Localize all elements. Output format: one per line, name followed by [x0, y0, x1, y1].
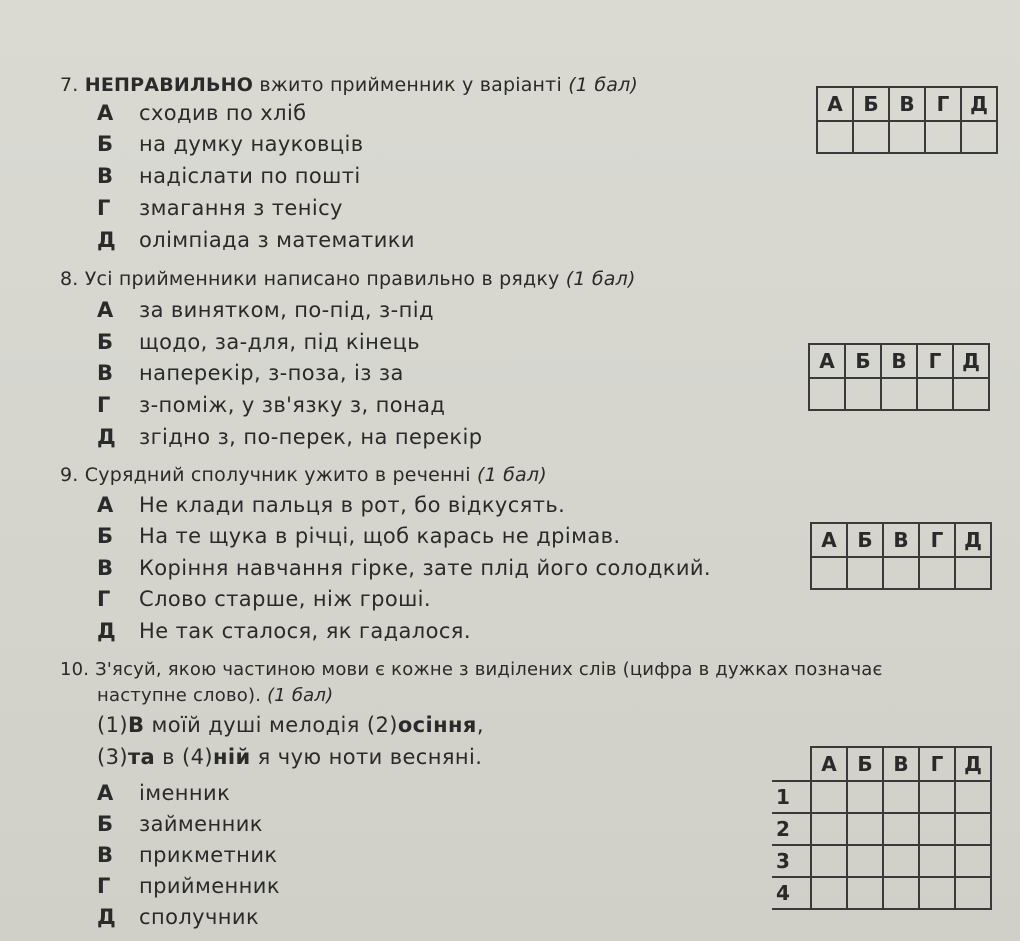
answer-cell[interactable] [955, 845, 991, 877]
answer-cell[interactable] [845, 378, 881, 410]
grid-header-e: Д [955, 747, 991, 781]
emphasis-word: НЕПРАВИЛЬНО [84, 74, 254, 96]
answer-cell[interactable] [919, 813, 955, 845]
grid-header-e: Д [955, 523, 991, 557]
question-10-prompt [60, 659, 883, 680]
answer-cell[interactable] [847, 877, 883, 909]
highlighted-word-3: та [127, 745, 156, 769]
answer-grid-q7 [816, 86, 998, 154]
prompt-text: вжито прийменник у варіанті [259, 74, 562, 96]
grid-row-label: 4 [772, 877, 811, 909]
answer-cell[interactable] [961, 121, 997, 153]
answer-cell[interactable] [817, 121, 853, 153]
prompt-text: З'ясуй, якою частиною мови є кожне з виділених слів (цифра в дужках позначає [95, 659, 883, 680]
answer-cell[interactable] [883, 813, 919, 845]
grid-header-a: А [811, 523, 847, 557]
grid-header-a: А [817, 87, 853, 121]
answer-cell[interactable] [955, 813, 991, 845]
answer-cell[interactable] [811, 781, 847, 813]
grid-header-c: В [883, 747, 919, 781]
question-7-prompt [60, 74, 638, 96]
answer-cell[interactable] [953, 378, 989, 410]
grid-header-c: В [883, 523, 919, 557]
answer-cell[interactable] [955, 557, 991, 589]
grid-header-b: Б [853, 87, 889, 121]
grid-row-label: 1 [772, 781, 811, 813]
prompt-text: Сурядний сполучник ужито в реченні [84, 464, 471, 486]
answer-cell[interactable] [955, 781, 991, 813]
answer-cell[interactable] [955, 877, 991, 909]
answer-cell[interactable] [889, 121, 925, 153]
answer-cell[interactable] [883, 781, 919, 813]
points-label: (1 бал) [568, 74, 639, 96]
answer-cell[interactable] [883, 877, 919, 909]
highlighted-word-2: осіння [397, 713, 477, 737]
answer-cell[interactable] [883, 845, 919, 877]
grid-header-c: В [881, 344, 917, 378]
question-number: 9. [60, 464, 79, 486]
highlighted-word-4: ній [212, 745, 251, 769]
answer-cell[interactable] [883, 557, 919, 589]
grid-header-d: Г [925, 87, 961, 121]
grid-header-e: Д [953, 344, 989, 378]
grid-header-d: Г [917, 344, 953, 378]
answer-cell[interactable] [847, 845, 883, 877]
sentence-line-1: (1)В моїй душі мелодія (2)осіння, [97, 713, 484, 737]
prompt-text: Усі прийменники написано правильно в рядку [84, 268, 560, 290]
grid-header-d: Г [919, 747, 955, 781]
prompt-text: наступне слово). [97, 685, 262, 706]
points-label: (1 бал) [477, 464, 547, 486]
answer-cell[interactable] [847, 813, 883, 845]
answer-cell[interactable] [811, 845, 847, 877]
grid-header-a: А [811, 747, 847, 781]
grid-header-c: В [889, 87, 925, 121]
question-10-prompt-cont [97, 685, 333, 706]
question-number: 8. [60, 268, 79, 290]
grid-row-label: 2 [772, 813, 811, 845]
answer-cell[interactable] [925, 121, 961, 153]
answer-cell[interactable] [847, 781, 883, 813]
answer-cell[interactable] [919, 557, 955, 589]
answer-grid-q10 [772, 746, 992, 910]
answer-cell[interactable] [881, 378, 917, 410]
question-8-prompt [60, 268, 636, 290]
question-9-prompt [60, 464, 547, 486]
highlighted-word-1: В [127, 713, 145, 737]
grid-header-d: Г [919, 523, 955, 557]
grid-header-b: Б [847, 523, 883, 557]
grid-header-e: Д [961, 87, 997, 121]
answer-grid-q8 [808, 343, 990, 411]
answer-cell[interactable] [847, 557, 883, 589]
grid-header-a: А [809, 344, 845, 378]
points-label: (1 бал) [267, 685, 334, 706]
points-label: (1 бал) [565, 268, 636, 290]
question-number: 10. [60, 659, 90, 680]
sentence-line-2: (3)та в (4)ній я чую ноти весняні. [97, 745, 483, 769]
answer-cell[interactable] [811, 877, 847, 909]
grid-header-b: Б [847, 747, 883, 781]
question-number: 7. [60, 74, 79, 96]
answer-cell[interactable] [917, 378, 953, 410]
answer-cell[interactable] [919, 877, 955, 909]
answer-cell[interactable] [919, 845, 955, 877]
grid-corner [772, 747, 811, 781]
answer-cell[interactable] [853, 121, 889, 153]
grid-row-label: 3 [772, 845, 811, 877]
answer-cell[interactable] [809, 378, 845, 410]
answer-grid-q9 [810, 522, 992, 590]
grid-header-b: Б [845, 344, 881, 378]
answer-cell[interactable] [919, 781, 955, 813]
answer-cell[interactable] [811, 813, 847, 845]
answer-cell[interactable] [811, 557, 847, 589]
